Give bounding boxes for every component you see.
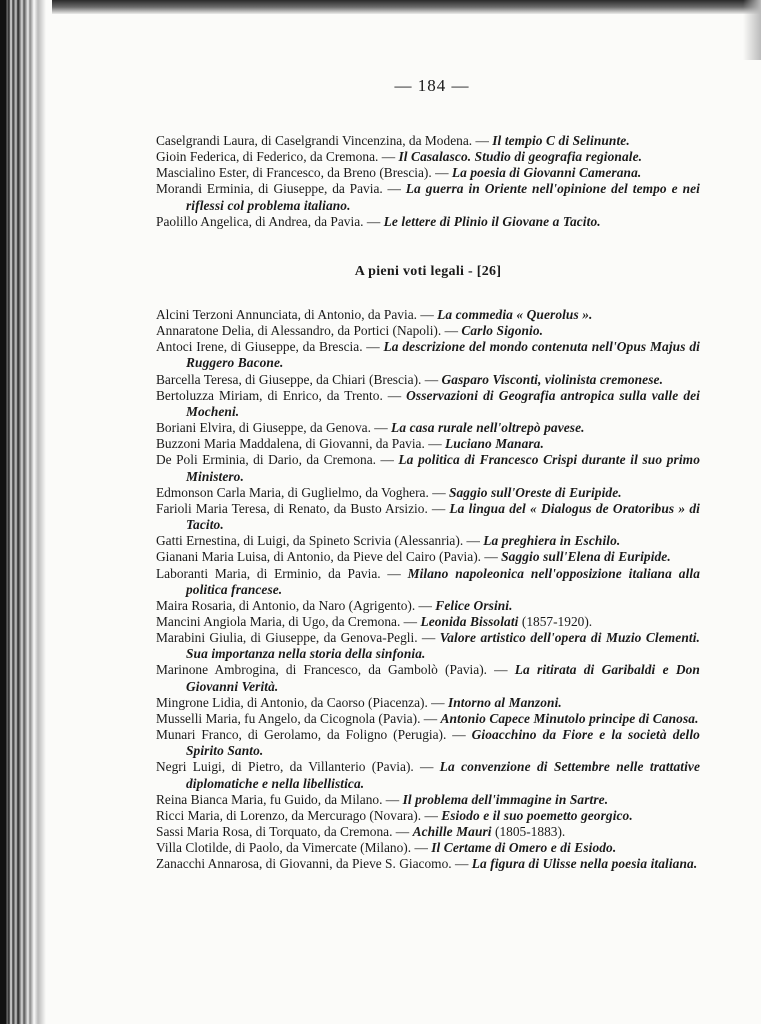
entry-author: Gioin Federica, di Federico, da Cremona. — [156,149,396,165]
entry-author: Annaratone Delia, di Alessandro, da Portici (Napoli). — [156,323,458,339]
entry-author: Musselli Maria, fu Angelo, da Cicognola (Pavia). — [156,710,438,726]
entry-title: La guerra in Oriente nell'opinione del tempo e nei riflessi col problema italiano. [186,181,700,213]
entry-title: Il Certame di Omero e di Esiodo. [431,840,617,856]
entry-title: Milano napoleonica nell'opposizione italiana alla politica francese. [186,565,701,597]
list-item [156,759,700,791]
entry-author: Ricci Maria, di Lorenzo, da Mercurago (Novara). — [156,807,438,823]
list-item [156,133,700,149]
entry-author: Paolillo Angelica, di Andrea, da Pavia. — [156,213,381,229]
entry-title: Saggio sull'Elena di Euripide. [501,549,671,565]
entry-author: Caselgrandi Laura, di Caselgrandi Vincenzina, da Modena. — [156,133,489,148]
entry-author: Gatti Ernestina, di Luigi, da Spineto Scrivia (Alessanria). — [156,533,480,549]
list-item [156,420,700,436]
list-item [156,792,700,808]
list-item [156,598,700,614]
entry-author: Zanacchi Annarosa, di Giovanni, da Pieve S. Giacomo. — [156,856,469,872]
entry-author: Mingrone Lidia, di Antonio, da Caorso (Piacenza). — [156,694,445,710]
entry-author: Villa Clotilde, di Paolo, da Vimercate (Milano). — [156,840,428,856]
entry-title: La ritirata di Garibaldi e Don Giovanni Verità. [186,662,700,694]
list-item [156,214,700,230]
entry-author: Marabini Giulia, di Giuseppe, da Genova-Pegli. — [156,630,436,646]
entry-title: La casa rurale nell'oltrepò pavese. [391,420,585,436]
entry-author: Farioli Maria Teresa, di Renato, da Busto Arsizio. — [156,500,446,516]
entry-author: Negri Luigi, di Pietro, da Villanterio (Pavia). — [156,759,434,775]
entry-suffix: (1805-1883). [494,824,566,839]
list-item [156,501,700,533]
entry-title: La politica di Francesco Crispi durante il suo primo Ministero. [186,452,700,484]
list-item [156,149,700,165]
entry-title: Gioacchino da Fiore e la società dello Spirito Santo. [186,727,700,759]
entry-author: Mancini Angiola Maria, di Ugo, da Cremona. — [156,613,418,629]
scan-border-right [743,0,761,60]
list-item [156,307,700,323]
list-item [156,533,700,549]
entry-author: Marinone Ambrogina, di Francesco, da Gambolò (Pavia). — [156,662,508,678]
list-item [156,165,700,181]
list-item [156,614,700,630]
entry-author: Bertoluzza Miriam, di Enrico, da Trento. — [156,387,402,403]
entry-title: Carlo Sigonio. [461,323,544,339]
entry-author: Gianani Maria Luisa, di Antonio, da Pieve del Cairo (Pavia). — [156,549,498,565]
list-item [156,485,700,501]
entry-title: La convenzione di Settembre nelle trattative diplomatiche e nella libellistica. [186,759,700,791]
entry-title: Le lettere di Plinio il Giovane a Tacito. [383,213,601,229]
entry-title: La commedia « Querolus ». [437,307,593,322]
list-item [156,549,700,565]
entry-title: La poesia di Giovanni Camerana. [451,165,642,181]
entry-author: Antoci Irene, di Giuseppe, da Brescia. — [156,339,380,355]
thesis-list-section2 [156,307,700,872]
thesis-list-section1 [156,133,700,230]
list-item [156,824,700,840]
list-item [156,695,700,711]
entry-title: Osservazioni di Geografia antropica sulla valle dei Mocheni. [186,387,700,419]
page-number: — 184 — [394,76,470,95]
entry-title: Luciano Manara. [444,436,544,452]
entry-author: Alcini Terzoni Annunciata, di Antonio, da Pavia. — [156,307,434,322]
entry-title: Il tempio C di Selinunte. [492,133,630,148]
list-item [156,662,700,694]
entry-author: Munari Franco, di Gerolamo, da Foligno (Perugia). — [156,727,466,743]
list-item [156,436,700,452]
entry-title: Intorno al Manzoni. [447,694,562,710]
list-item [156,372,700,388]
entry-title: La figura di Ulisse nella poesia italiana. [471,856,698,872]
entry-author: Edmonson Carla Maria, di Guglielmo, da Voghera. — [156,484,446,500]
list-item [156,566,700,598]
entry-author: Reina Bianca Maria, fu Guido, da Milano. — [156,791,400,807]
entry-title: Antonio Capece Minutolo principe di Canosa. [440,710,699,726]
entry-author: Maira Rosaria, di Antonio, da Naro (Agrigento). — [156,597,432,613]
entry-title: Saggio sull'Oreste di Euripide. [448,484,622,500]
list-item [156,808,700,824]
list-item [156,840,700,856]
entry-title: La lingua del « Dialogus de Oratoribus » di Tacito. [186,500,700,533]
entry-author: Laboranti Maria, di Erminio, da Pavia. — [156,565,401,581]
entry-title: Il Casalasco. Studio di geografia regionale. [398,149,643,165]
list-item [156,630,700,662]
entry-author: Mascialino Ester, di Francesco, da Breno (Brescia). — [156,165,449,181]
list-item [156,711,700,727]
entry-author: Morandi Erminia, di Giuseppe, da Pavia. — [156,181,401,197]
entry-suffix: (1857-1920). [521,613,593,629]
list-item [156,727,700,759]
entry-title: Felice Orsini. [435,597,513,613]
list-item [156,323,700,339]
entry-title: La preghiera in Eschilo. [483,533,621,549]
section-heading: A pieni voti legali - [26] [354,264,502,279]
entry-author: Buzzoni Maria Maddalena, di Giovanni, da Pavia. — [156,436,442,452]
entry-title: Esiodo e il suo poemetto georgico. [441,807,633,823]
scan-binding-edge [0,0,52,1024]
scan-border-top [0,0,761,14]
entry-title: La descrizione del mondo contenuta nell'Opus Majus di Ruggero Bacone. [186,339,700,371]
entry-title: Leonida Bissolati [420,613,519,629]
entry-author: Sassi Maria Rosa, di Torquato, da Cremona. — [156,824,410,839]
entry-author: Barcella Teresa, di Giuseppe, da Chiari (Brescia). — [156,371,439,387]
list-item [156,452,700,484]
list-item [156,339,700,371]
entry-author: De Poli Erminia, di Dario, da Cremona. — [156,452,394,468]
entry-title: Il problema dell'immagine in Sartre. [402,791,609,807]
entry-title: Valore artistico dell'opera di Muzio Clementi. Sua importanza nella storia della sinfonia. [186,630,700,662]
entry-title: Achille Mauri [412,824,492,839]
entry-author: Boriani Elvira, di Giuseppe, da Genova. — [156,420,388,436]
entry-title: Gasparo Visconti, violinista cremonese. [441,371,664,387]
list-item [156,388,700,420]
list-item [156,181,700,213]
list-item [156,856,700,872]
